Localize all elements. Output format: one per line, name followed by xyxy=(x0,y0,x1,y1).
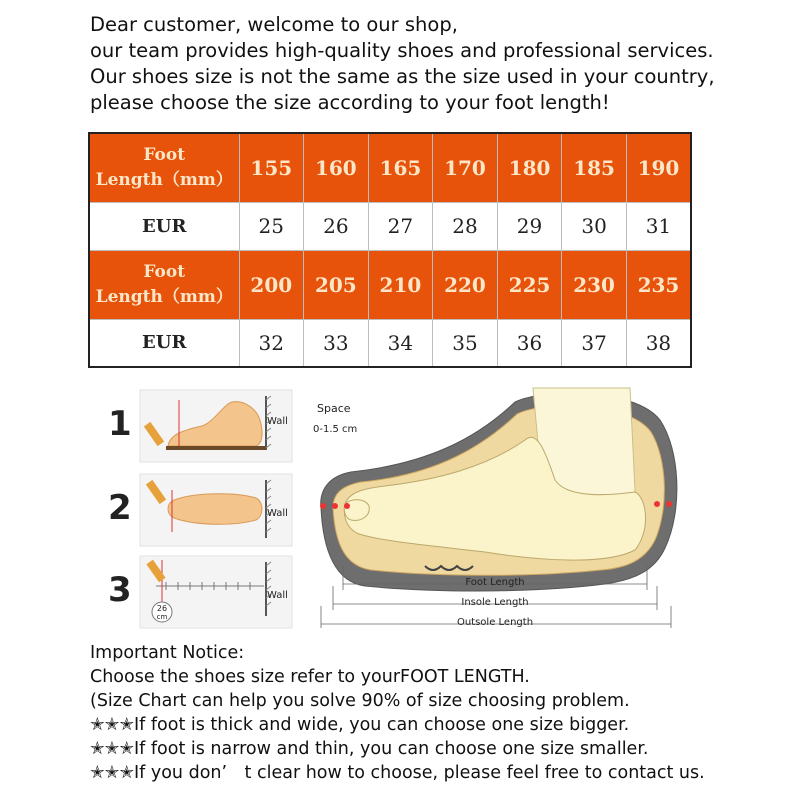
table-cell: 180 xyxy=(497,133,562,202)
intro-line: please choose the size according to your foot length! xyxy=(90,91,610,114)
table-cell: 31 xyxy=(626,202,691,250)
table-cell: 170 xyxy=(433,133,498,202)
step-1 xyxy=(106,386,298,466)
intro-text xyxy=(90,12,790,116)
step-2 xyxy=(106,470,298,550)
table-cell: 205 xyxy=(304,250,369,319)
intro-line: Dear customer, welcome to our shop, xyxy=(90,13,458,36)
table-cell: 185 xyxy=(562,133,627,202)
space-value: 0-1.5 cm xyxy=(313,424,358,435)
outsole-length-label: Outsole Length xyxy=(456,617,534,628)
foot-length-row xyxy=(89,133,691,202)
table-cell: 36 xyxy=(497,319,562,367)
table-cell: 190 xyxy=(626,133,691,202)
intro-line: our team provides high-quality shoes and professional services. xyxy=(90,39,714,62)
header-label: Foot xyxy=(143,144,186,165)
size-chart-table xyxy=(88,132,692,368)
table-cell: 29 xyxy=(497,202,562,250)
table-cell: 28 xyxy=(433,202,498,250)
step-number: 1 xyxy=(108,404,132,444)
header-label: Foot xyxy=(143,261,186,282)
foot-length-header xyxy=(89,250,239,319)
foot-top-icon xyxy=(106,470,298,550)
table-cell: 38 xyxy=(626,319,691,367)
table-cell: 165 xyxy=(368,133,433,202)
eur-header: EUR xyxy=(89,202,239,250)
notice-line: Choose the shoes size refer to yourFOOT LENGTH. xyxy=(90,667,530,687)
wall-label: Wall xyxy=(267,416,288,427)
table-cell: 235 xyxy=(626,250,691,319)
step-3 xyxy=(106,552,298,632)
foot-side-icon xyxy=(106,386,298,466)
foot-length-label: Foot Length xyxy=(465,577,525,588)
table-cell: 37 xyxy=(562,319,627,367)
wall-label: Wall xyxy=(267,590,288,601)
ruler-value: 26 xyxy=(156,604,168,613)
header-label: Length（mm） xyxy=(95,286,233,307)
header-label: Length（mm） xyxy=(95,169,233,190)
step-number: 2 xyxy=(108,488,132,528)
table-cell: 26 xyxy=(304,202,369,250)
space-label: Space xyxy=(317,402,351,415)
table-cell: 32 xyxy=(239,319,304,367)
measuring-steps xyxy=(106,386,298,630)
ruler-unit: cm xyxy=(156,613,168,621)
ruler-icon xyxy=(106,552,298,632)
notice-line: (Size Chart can help you solve 90% of size choosing problem. xyxy=(90,691,630,711)
eur-header: EUR xyxy=(89,319,239,367)
eur-row xyxy=(89,202,691,250)
important-notice xyxy=(90,641,800,785)
wall-label: Wall xyxy=(267,508,288,519)
table-cell: 33 xyxy=(304,319,369,367)
notice-line: ✭✭✭If foot is thick and wide, you can choose one size bigger. xyxy=(90,715,630,735)
insole-length-label: Insole Length xyxy=(461,597,529,608)
foot-length-row xyxy=(89,250,691,319)
table-cell: 35 xyxy=(433,319,498,367)
shoe-length-diagram xyxy=(305,380,695,635)
foot-length-header xyxy=(89,133,239,202)
step-number: 3 xyxy=(108,570,132,610)
table-cell: 27 xyxy=(368,202,433,250)
table-cell: 210 xyxy=(368,250,433,319)
table-cell: 34 xyxy=(368,319,433,367)
table-cell: 230 xyxy=(562,250,627,319)
table-cell: 25 xyxy=(239,202,304,250)
notice-title: Important Notice: xyxy=(90,643,245,663)
table-cell: 155 xyxy=(239,133,304,202)
intro-line: Our shoes size is not the same as the size used in your country, xyxy=(90,65,715,88)
notice-line: ✭✭✭If you don’ t clear how to choose, please feel free to contact us. xyxy=(90,763,705,783)
table-cell: 225 xyxy=(497,250,562,319)
table-cell: 200 xyxy=(239,250,304,319)
table-cell: 160 xyxy=(304,133,369,202)
table-cell: 220 xyxy=(433,250,498,319)
table-cell: 30 xyxy=(562,202,627,250)
eur-row xyxy=(89,319,691,367)
notice-line: ✭✭✭If foot is narrow and thin, you can choose one size smaller. xyxy=(90,739,649,759)
